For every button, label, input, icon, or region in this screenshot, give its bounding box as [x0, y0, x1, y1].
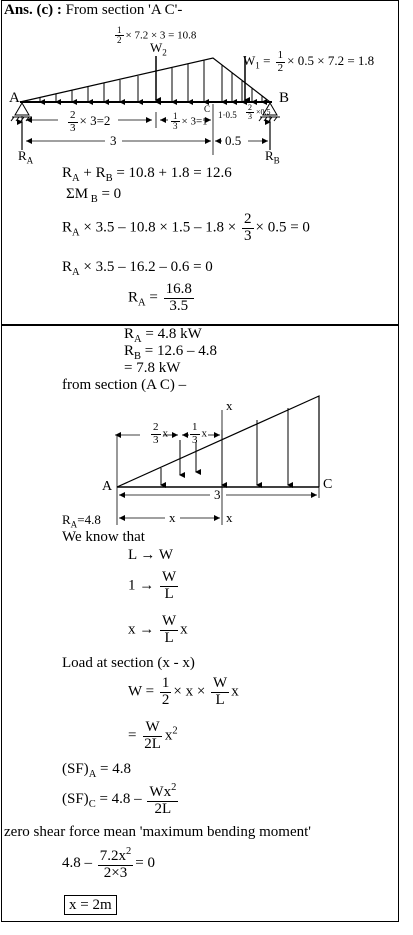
beam-diagram-2 [0, 390, 400, 530]
dim-0-5: 0.5 [225, 133, 242, 148]
section-x-bottom: x [226, 510, 233, 525]
dim-3: 3 [110, 133, 117, 148]
eq-shear-a: $(SF)_A = 4.8$ [62, 761, 131, 780]
dim-x: x [169, 510, 176, 525]
from-section-text: from section (A C) – [62, 377, 187, 393]
load-arrows-1 [40, 60, 262, 102]
eq-w-simplified: = $\frac{W}{2L}$ $x^2$ [128, 719, 178, 752]
eq-moment-sum: ΣM $_B$ = 0 [66, 186, 122, 205]
ra-label-2: $R_A=4.8$ [62, 512, 101, 530]
eq-shear-c: $(SF)_C = 4.8$ – $\frac{Wx^2}{2L}$ [62, 782, 177, 817]
rb-value: $R_B = 12.6 - 4.8$ [124, 343, 217, 362]
dim-small-2: $\frac{2}{3}$ ×0.5 [248, 103, 271, 122]
load-arrows-2 [161, 408, 288, 485]
zero-shear-text: zero shear force mean 'maximum bending moment' [4, 824, 311, 840]
dim-2-3: $\frac{2}{3}$ × 3=2 [70, 109, 111, 134]
eq-w-expression: W = $\frac{1}{2}$ × x × $\frac{W}{L}$ x [128, 675, 239, 708]
eq-l-to-w: L → W [128, 547, 173, 563]
answer-label: Ans. (c) : [4, 2, 62, 18]
section-x-top: x [226, 398, 233, 413]
rb-value-2: = 7.8 kW [124, 360, 181, 376]
eq-final: 4.8 – $\frac{7.2x^2}{2\times 3}$ = 0 [62, 846, 155, 881]
load-profile-2 [117, 396, 319, 487]
eq-moment-expanded: $R_A \times 3.5 - 10.8 \times 1.5 - 1.8$ × $\frac{2}{3}$ × 0.5 = 0 [62, 211, 310, 244]
dim-1-3: $\frac{1}{3}$ × 3=1 [173, 111, 208, 132]
w2-label: $W_2$ [150, 40, 167, 58]
span-3: 3 [214, 487, 221, 502]
label-c-2: C [323, 477, 333, 492]
load-at-section-text: Load at section (x - x) [62, 655, 195, 671]
answer-box: x = 2m [64, 895, 117, 915]
eq-moment-numeric: $R_A \times 3.5 - 16.2 - 0.6 = 0$ [62, 259, 213, 278]
eq-x-to-wx-l: x → $\frac{W}{L}$ x [128, 613, 188, 646]
w2-formula: $\frac{1}{2}$ × 7.2 × 3 = 10.8 [117, 25, 197, 46]
w1-formula: $W_1$ = $\frac{1}{2}$ × 0.5 × 7.2 = 1.8 [243, 49, 375, 74]
dim-small-1: 1·0.5 [218, 110, 237, 120]
eq-reaction-sum: $R_A + R_B = 10.8 + 1.8 = 12.6$ [62, 165, 232, 184]
label-a-2: A [102, 479, 113, 494]
ra-value: $R_A = 4.8$ kW [124, 326, 202, 345]
we-know-text: We know that [62, 529, 145, 545]
eq-1-to-w-l: 1 → $\frac{W}{L}$ [128, 569, 177, 602]
label-b-1: B [279, 90, 290, 106]
dim-2-3x: $\frac{2}{3}$ x [153, 421, 168, 446]
rb-label-1: $R_B$ [265, 148, 280, 166]
dim-1-3x: $\frac{1}{3}$ x [192, 421, 207, 446]
label-a-1: A [9, 90, 20, 106]
answer-text: From section 'A C'- [65, 2, 183, 18]
ra-label-1: $R_A$ [18, 148, 34, 166]
label-c-1: C [204, 104, 211, 114]
beam-diagram-1 [0, 0, 400, 170]
eq-ra-fraction: $R_A$ = $\frac{16.8}{3.5}$ [128, 281, 192, 314]
